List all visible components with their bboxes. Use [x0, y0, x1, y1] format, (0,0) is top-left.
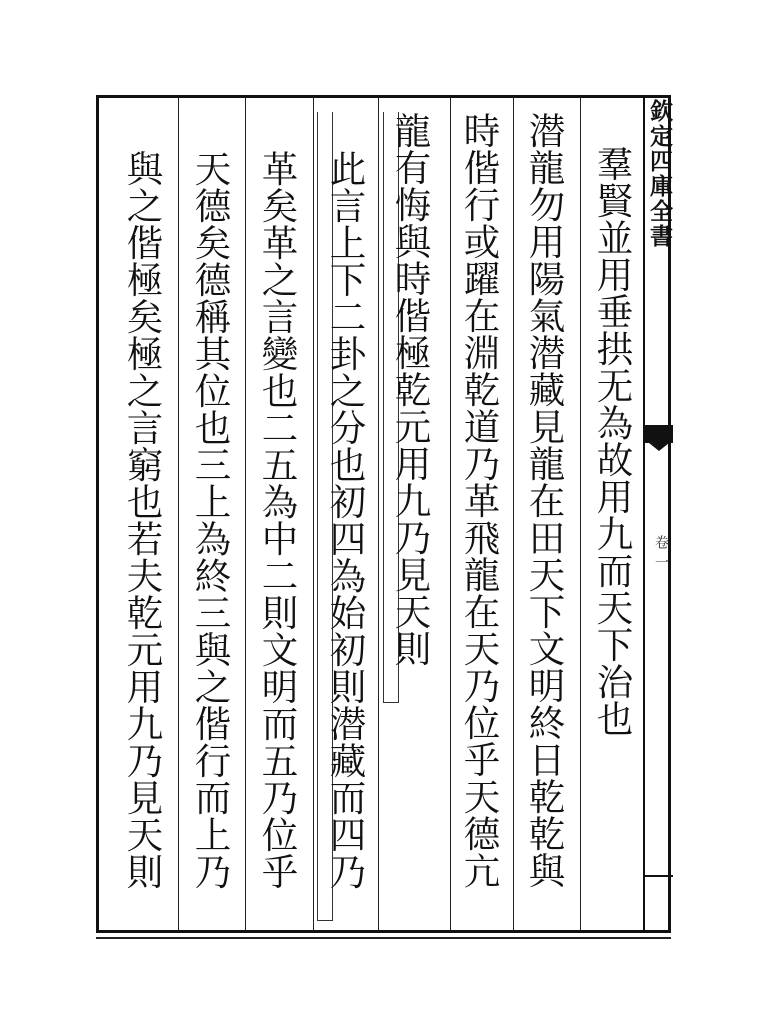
fish-tail-mark	[645, 425, 673, 443]
juan-label: 卷一	[653, 535, 669, 575]
column-rule	[378, 98, 379, 930]
column-rule	[580, 98, 581, 930]
text-column-6: 革矣革之言變也二五為中二則文明而五乃位乎	[256, 150, 299, 890]
text-column-7: 天德矣德稱其位也三上為終三與之偕行而上乃	[189, 150, 232, 890]
running-head	[643, 95, 671, 933]
column-rule	[178, 98, 179, 930]
tail-rule	[645, 875, 673, 877]
text-column-8: 與之偕極矣極之言窮也若夫乾元用九乃見天則	[121, 150, 164, 890]
text-column-1: 羣賢並用垂拱无為故用九而天下治也	[591, 145, 634, 737]
text-column-5: 此言上下二卦之分也初四為始初則潜藏而四乃	[324, 150, 367, 890]
text-column-3: 時偕行或躍在淵乾道乃革飛龍在天乃位乎天德亢	[458, 112, 501, 889]
text-column-4: 龍有悔與時偕極乾元用九乃見天則	[389, 112, 432, 667]
book-title: 欽定四庫全書	[646, 99, 673, 249]
column-rule	[450, 98, 451, 930]
column-rule	[513, 98, 514, 930]
column-rule	[313, 98, 314, 930]
column-rule	[245, 98, 246, 930]
text-column-2: 潜龍勿用陽氣潜藏見龍在田天下文明終日乾乾與	[523, 112, 566, 889]
